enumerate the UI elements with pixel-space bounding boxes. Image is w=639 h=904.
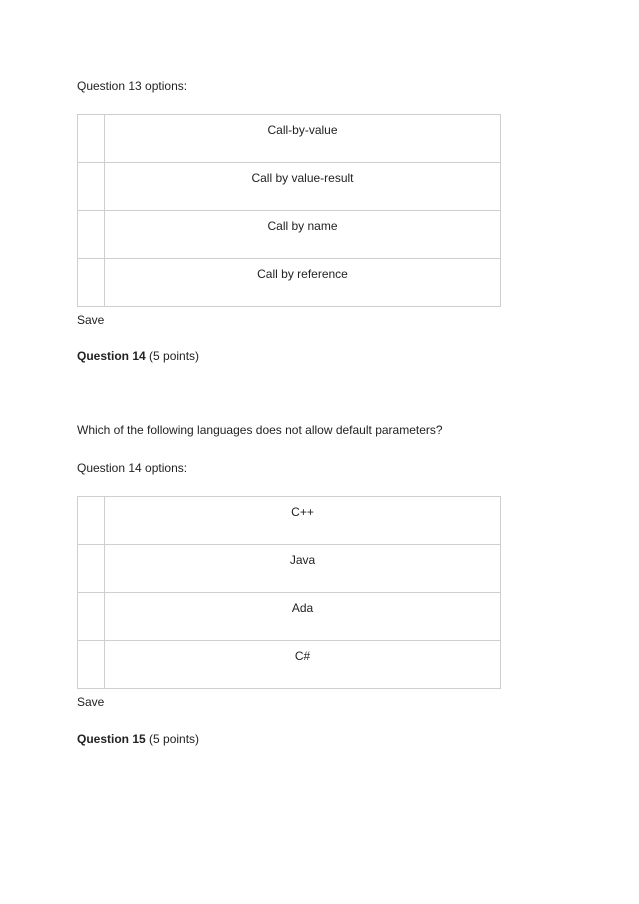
- question-14-points: (5 points): [149, 349, 200, 363]
- option-select-cell[interactable]: [78, 163, 105, 211]
- option-select-cell[interactable]: [78, 115, 105, 163]
- option-row[interactable]: [78, 497, 501, 545]
- option-text: Ada: [105, 593, 501, 641]
- option-text: Java: [105, 545, 501, 593]
- option-text: Call by name: [105, 211, 501, 259]
- option-row[interactable]: [78, 259, 501, 307]
- option-select-cell[interactable]: [78, 641, 105, 689]
- option-row[interactable]: [78, 115, 501, 163]
- question-14-options-table: [77, 496, 501, 689]
- option-text: C++: [105, 497, 501, 545]
- option-text: Call by value-result: [105, 163, 501, 211]
- option-text: C#: [105, 641, 501, 689]
- option-row[interactable]: [78, 545, 501, 593]
- question-13-save-link[interactable]: Save: [77, 313, 105, 327]
- question-15-heading: [77, 732, 199, 746]
- option-row[interactable]: [78, 211, 501, 259]
- option-row[interactable]: [78, 593, 501, 641]
- option-row[interactable]: [78, 163, 501, 211]
- option-row[interactable]: [78, 641, 501, 689]
- question-13-options-table: [77, 114, 501, 307]
- question-15-points: (5 points): [149, 732, 200, 746]
- question-14-options-label: Question 14 options:: [77, 461, 188, 475]
- option-select-cell[interactable]: [78, 211, 105, 259]
- option-text: Call-by-value: [105, 115, 501, 163]
- question-13-options-label: Question 13 options:: [77, 79, 188, 93]
- option-select-cell[interactable]: [78, 497, 105, 545]
- option-select-cell[interactable]: [78, 545, 105, 593]
- option-select-cell[interactable]: [78, 593, 105, 641]
- question-14-prompt: Which of the following languages does not allow default parameters?: [77, 423, 443, 437]
- question-15-title: Question 15: [77, 732, 146, 746]
- option-text: Call by reference: [105, 259, 501, 307]
- question-14-title: Question 14: [77, 349, 146, 363]
- question-14-heading: [77, 349, 199, 363]
- option-select-cell[interactable]: [78, 259, 105, 307]
- question-14-save-link[interactable]: Save: [77, 695, 105, 709]
